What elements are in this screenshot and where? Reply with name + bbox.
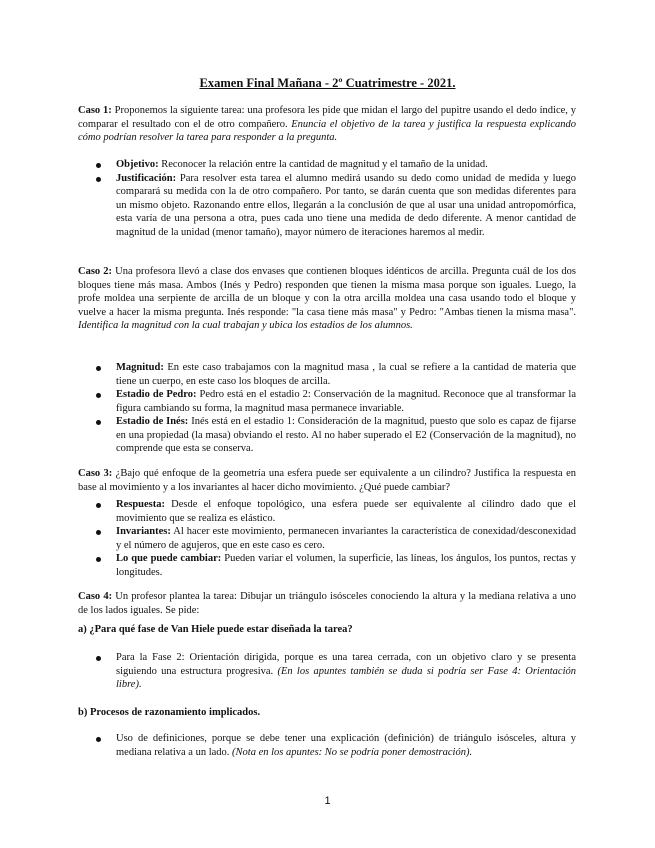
list-item [78,388,576,415]
list-item [78,498,576,525]
caso-1-text: Proponemos la siguiente tarea: una profesora les pide que midan el largo del pupitre usando el dedo índice, y comparar el resultado con el de otro compañero. [78,105,576,130]
bullet-label: Justificación: [116,172,177,184]
page-title: Examen Final Mañana - 2º Cuatrimestre - 2021. [199,76,456,90]
list-item [78,415,576,456]
list-item [78,732,576,759]
caso-3-paragraph [78,467,576,494]
bullet-note: (Nota en los apuntes: No se podría poner demostración). [232,746,473,758]
bullet-text: Para resolver esta tarea el alumno medirá usando su dedo como unidad de medida y luego comparará su medida con la de otro compañero. Por tanto, se darán cuenta que son medidas diferentes para un mismo objeto. Razonando entre ellos, llegarán a la conclusión de que al usar una unidad antropomórfica, esta varía de una persona a otra, pues cada uno tiene una medida de dedo diferente. A menor cantidad de magnitud de la unidad (menor tamaño), mayor número de iteraciones haremos al medir. [116,172,576,238]
caso-1-list [78,158,576,239]
bullet-text: Reconocer la relación entre la cantidad de magnitud y el tamaño de la unidad. [158,159,488,170]
list-item [78,158,576,172]
bullet-text: Al hacer este movimiento, permanecen invariantes la característica de conexidad/desconexidad y el número de agujeros, que en este caso es cero. [116,526,576,551]
caso-3-text: ¿Bajo qué enfoque de la geometría una esfera puede ser equivalente a un cilindro? Justifica la respuesta en base al movimiento y a los invariantes al hacer dicho movimiento. ¿Qué puede cambiar? [78,468,576,493]
bullet-label: Objetivo: [116,159,159,170]
caso-4-text: Un profesor plantea la tarea: Dibujar un triángulo isósceles conociendo la altura y la mediana relativa a uno de los lados iguales. Se pide: [78,591,576,616]
caso-4-question-b: b) Procesos de razonamiento implicados. [78,707,261,718]
caso-2-paragraph [78,265,576,333]
caso-1-label: Caso 1: [78,105,112,116]
caso-4-paragraph [78,590,576,617]
caso-1-task: Enuncia el objetivo de la tarea y justifica la respuesta explicando cómo podrían resolver la tarea para responder a la pregunta. [78,118,576,143]
bullet-text: Desde el enfoque topológico, una esfera puede ser equivalente al cilindro dado que el movimiento que se realiza es elástico. [116,499,576,524]
caso-4-label: Caso 4: [78,591,113,602]
bullet-text: Pueden variar el volumen, la superficie, las líneas, los ángulos, los puntos, rectas y longitudes. [116,553,576,578]
caso-4-list-a [78,651,576,692]
bullet-note: (En los apuntes también se duda si podría ser Fase 4: Orientación libre). [116,665,576,690]
list-item [78,172,576,240]
bullet-text: Para la Fase 2: Orientación dirigida, porque es una tarea cerrada, con un objetivo claro y se presenta siguiendo una estructura progresiva. [116,652,576,677]
bullet-text: Pedro está en el estadio 2: Conservación de la magnitud. Reconoce que al transformar la figura cambiando su forma, la magnitud masa permanece invariable. [116,389,576,414]
bullet-label: Lo que puede cambiar: [116,553,222,564]
list-item [78,525,576,552]
bullet-label: Magnitud: [116,362,164,373]
list-item [78,651,576,692]
caso-4-question-a: a) ¿Para qué fase de Van Hiele puede estar diseñada la tarea? [78,624,353,635]
caso-2-text: Una profesora llevó a clase dos envases que contienen bloques idénticos de arcilla. Pregunta cuál de los dos bloques tiene más masa. Ambos (Inés y Pedro) responden que tienen la misma masa porque son iguales. Luego, la profe moldea una serpiente de arcilla de un bloque y con la otra arcilla moldea una casa usando todo el bloque y vuelve a hacer la misma pregunta. Inés responde: "la casa tiene más masa" y Pedro: "Ambas tienen la misma masa". [78,266,576,318]
bullet-label: Respuesta: [116,499,165,510]
caso-3-list [78,498,576,579]
bullet-label: Invariantes: [116,526,171,537]
bullet-text: Inés está en el estadio 1: Consideración de la magnitud, puesto que solo es capaz de fijarse en una propiedad (la masa) obviando el resto. Al no haber superado el E2 (Conservación de la magnitud), no comprende que esta se conserva. [116,416,576,454]
caso-1-paragraph [78,104,576,145]
page-number: 1 [324,795,331,807]
caso-2-list [78,361,576,456]
list-item [78,552,576,579]
list-item [78,361,576,388]
bullet-text: En este caso trabajamos con la magnitud masa , la cual se refiere a la cantidad de materia que tiene un cuerpo, en este caso los bloques de arcilla. [116,362,576,387]
bullet-label: Estadio de Inés: [116,416,189,427]
caso-4-list-b [78,732,576,759]
bullet-text: Uso de definiciones, porque se debe tener una explicación (definición) de triángulo isósceles, altura y mediana relativa a un lado. [116,733,576,758]
caso-2-task: Identifica la magnitud con la cual trabajan y ubica los estadios de los alumnos. [78,320,413,331]
bullet-label: Estadio de Pedro: [116,389,197,400]
caso-3-label: Caso 3: [78,468,113,479]
caso-2-label: Caso 2: [78,266,113,277]
